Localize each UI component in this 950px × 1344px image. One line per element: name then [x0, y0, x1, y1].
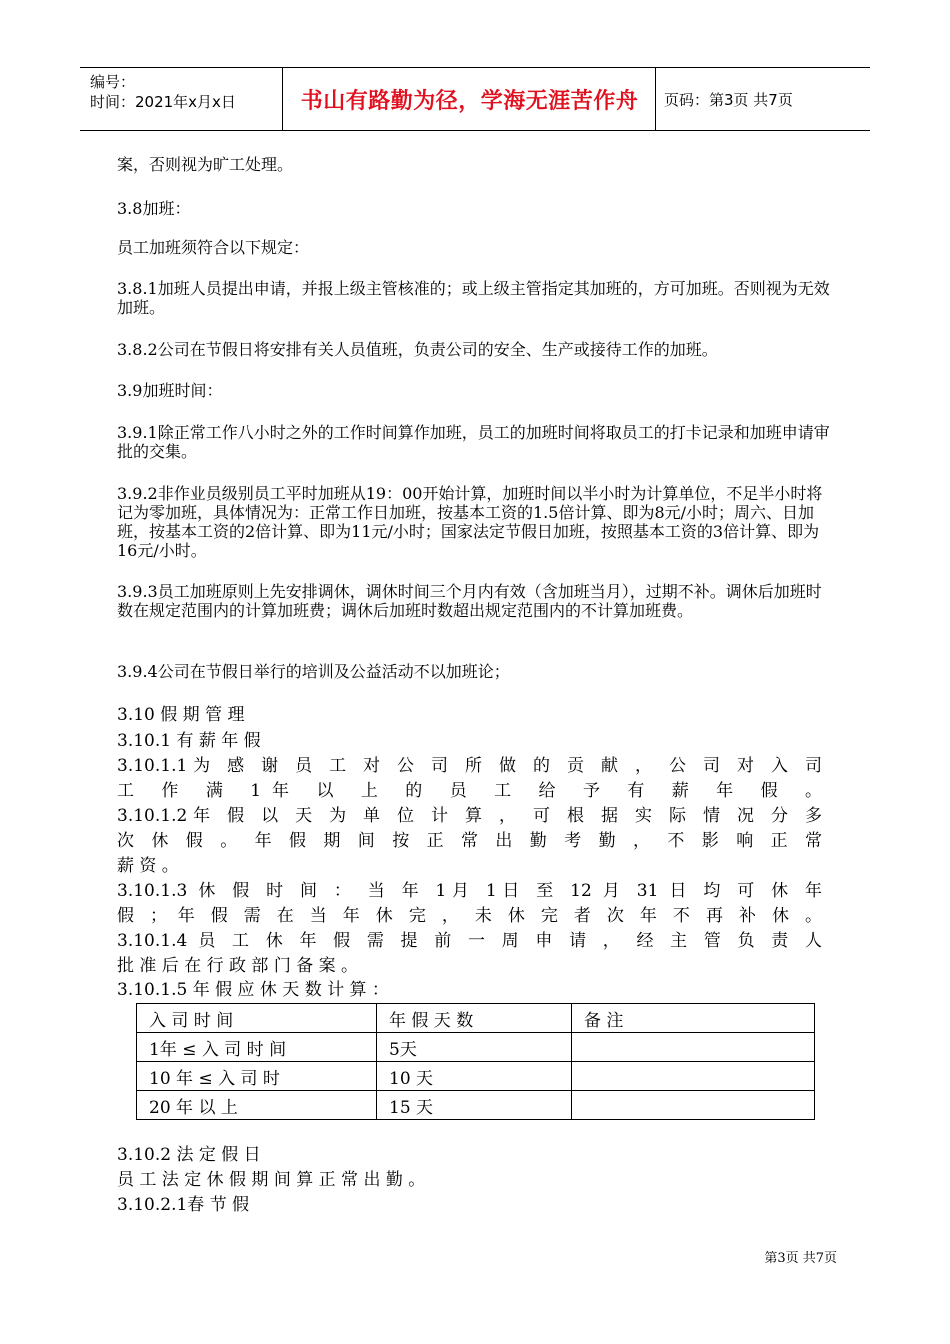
clause-line: 假 ； 年 假 需 在 当 年 休 完 ， 未 休 完 者 次 年 不 再 补 休 。	[117, 906, 822, 926]
subsection-heading: 3.10.2 法 定 假 日	[117, 1145, 261, 1165]
table-cell	[572, 1091, 815, 1120]
clause-line: 批 准 后 在 行 政 部 门 备 案 。	[117, 956, 359, 976]
paragraph: 3.9.2非作业员级别员工平时加班从19：00开始计算，加班时间以半小时为计算单位，不足半小时将记为零加班，具体情况为：正常工作日加班，按基本工资的1.5倍计算、即为8元/小时；周六、日加班，按基本工资的2倍计算、即为11元/小时；国家法定节假日加班，按照基本工资的3倍计算、即为16元/小时。	[117, 484, 823, 560]
header-meta	[90, 72, 280, 112]
table-cell	[572, 1033, 815, 1062]
table-row	[137, 1033, 815, 1062]
section-heading: 3.9加班时间：	[117, 381, 223, 400]
table-cell: 10 天	[377, 1062, 572, 1091]
header-motto: 书山有路勤为径，学海无涯苦作舟	[300, 88, 639, 114]
paragraph: 3.8.1加班人员提出申请，并报上级主管核准的；或上级主管指定其加班的，方可加班。否则视为无效加班。	[117, 279, 830, 317]
table-header-cell: 入 司 时 间	[137, 1004, 377, 1033]
paragraph: 3.9.4公司在节假日举行的培训及公益活动不以加班论；	[117, 662, 510, 681]
table-header-cell: 年 假 天 数	[377, 1004, 572, 1033]
table-cell	[572, 1062, 815, 1091]
paragraph: 3.8.2公司在节假日将安排有关人员值班，负责公司的安全、生产或接待工作的加班。	[117, 340, 718, 359]
clause-line: 3.10.2.1春 节 假	[117, 1195, 250, 1215]
clause-line: 3.10.1.4 员 工 休 年 假 需 提 前 一 周 申 请 ， 经 主 管 负 责 人	[117, 931, 822, 951]
clause-line: 3.10.1.3 休 假 时 间 ： 当 年 1月 1日 至 12 月 31 日 均 可 休 年	[117, 881, 822, 901]
table-row	[137, 1091, 815, 1120]
table-cell: 10 年 ≤ 入 司 时	[137, 1062, 377, 1091]
table-cell: 20 年 以 上	[137, 1091, 377, 1120]
table-cell: 1年 ≤ 入 司 时 间	[137, 1033, 377, 1062]
page-footer-number: 第3页 共7页	[764, 1251, 837, 1266]
clause-line: 3.10.1.5 年 假 应 休 天 数 计 算 ：	[117, 980, 389, 1000]
serial-label: 编号：	[90, 73, 136, 91]
section-heading: 3.10 假 期 管 理	[117, 705, 245, 725]
table-cell: 5天	[377, 1033, 572, 1062]
subsection-heading: 3.10.1 有 薪 年 假	[117, 731, 261, 751]
clause-line: 3.10.1.2年 假 以 天 为 单 位 计 算 ， 可 根 据 实 际 情 况 分 多	[117, 806, 822, 826]
header-divider	[655, 68, 656, 130]
annual-leave-table	[136, 1003, 815, 1120]
table-header-cell: 备 注	[572, 1004, 815, 1033]
paragraph: 案，否则视为旷工处理。	[117, 155, 294, 174]
clause-line: 3.10.1.1为 感 谢 员 工 对 公 司 所 做 的 贡 献 ， 公 司 对 入 司	[117, 756, 822, 776]
paragraph: 3.9.1除正常工作八小时之外的工作时间算作加班，员工的加班时间将取员工的打卡记录和加班申请审批的交集。	[117, 423, 830, 461]
clause-line: 工 作 满 1年 以 上 的 员 工 给 予 有 薪 年 假 。	[117, 781, 822, 801]
header-page-number: 页码：第3页 共7页	[664, 90, 793, 109]
clause-line: 薪 资 。	[117, 856, 179, 876]
clause-line: 次 休 假 。 年 假 期 间 按 正 常 出 勤 考 勤 ， 不 影 响 正 常	[117, 831, 822, 851]
table-header-row	[137, 1004, 815, 1033]
page-header	[80, 67, 870, 131]
table-cell: 15 天	[377, 1091, 572, 1120]
section-heading: 3.8加班：	[117, 199, 191, 218]
time-label: 时间：2021年x月x日	[90, 93, 236, 111]
paragraph: 员工加班须符合以下规定：	[117, 238, 310, 257]
table-row	[137, 1062, 815, 1091]
clause-line: 员 工 法 定 休 假 期 间 算 正 常 出 勤 。	[117, 1170, 426, 1190]
paragraph: 3.9.3员工加班原则上先安排调休，调休时间三个月内有效（含加班当月），过期不补。调休后加班时数在规定范围内的计算加班费；调休后加班时数超出规定范围内的不计算加班费。	[117, 582, 822, 620]
